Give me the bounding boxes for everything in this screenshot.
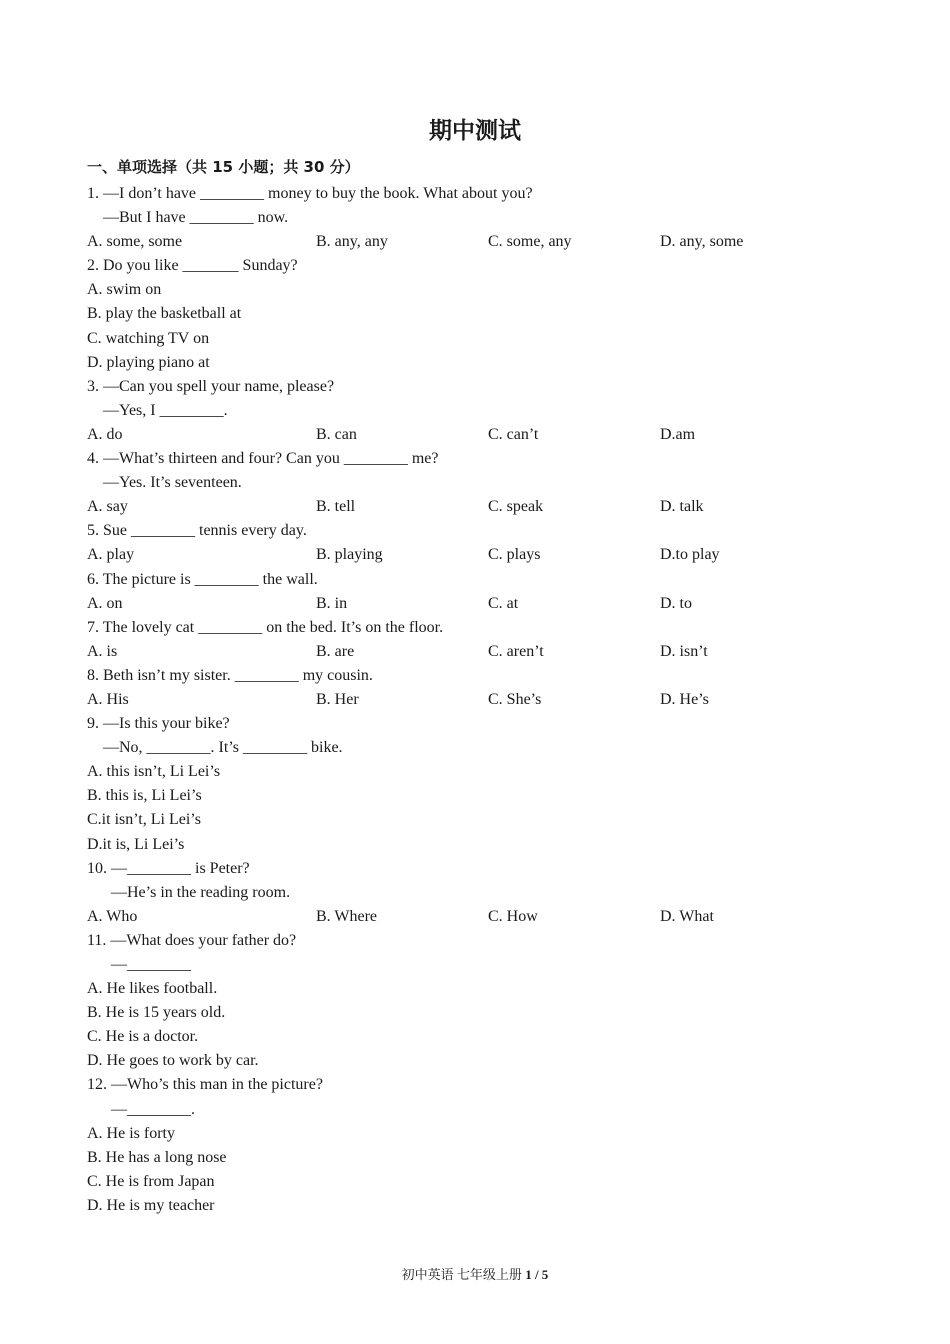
option-c: C. plays <box>488 546 541 564</box>
question-line: —Yes, I ________. <box>103 401 228 419</box>
page-footer <box>0 1266 950 1284</box>
question-stem: 7. The lovely cat ________ on the bed. It’s on the floor. <box>87 618 444 636</box>
question-stem: 8. Beth isn’t my sister. ________ my cousin. <box>87 666 373 684</box>
option-d: D. What <box>660 907 714 925</box>
option-c: C. at <box>488 594 519 612</box>
option-c: C. How <box>488 907 538 925</box>
option-b: B. are <box>316 642 355 660</box>
options-row <box>87 230 867 254</box>
question-stem: 1. —I don’t have ________ money to buy the book. What about you? <box>87 185 533 202</box>
question-stem: 3. —Can you spell your name, please? <box>87 377 335 395</box>
question-line: —He’s in the reading room. <box>111 883 291 901</box>
options-row <box>87 640 867 664</box>
option-a: A. is <box>87 642 118 660</box>
option-b: B. playing <box>316 546 383 564</box>
options-row <box>87 688 867 712</box>
option-d: D. any, some <box>660 233 744 251</box>
option-c: C. He is a doctor. <box>87 1028 199 1046</box>
question-stem: 5. Sue ________ tennis every day. <box>87 522 307 540</box>
option-b: B. Where <box>316 907 378 925</box>
question-stem: 2. Do you like _______ Sunday? <box>87 257 298 275</box>
option-c: C. watching TV on <box>87 329 210 347</box>
option-a: A. He is forty <box>87 1124 175 1142</box>
options-row <box>87 423 867 447</box>
option-a: A. play <box>87 546 135 564</box>
option-b: B. He has a long nose <box>87 1148 227 1166</box>
option-d: D. He’s <box>660 690 709 708</box>
option-b: B. can <box>316 425 357 443</box>
option-b: B. in <box>316 594 348 612</box>
question-stem: 9. —Is this your bike? <box>87 715 230 733</box>
question-line: —Yes. It’s seventeen. <box>103 474 242 492</box>
option-a: A. His <box>87 690 129 708</box>
option-d: D. He goes to work by car. <box>87 1052 259 1070</box>
option-b: B. any, any <box>316 233 388 251</box>
option-b: B. play the basketball at <box>87 305 242 323</box>
option-c: C. can’t <box>488 425 539 443</box>
options-row <box>87 543 867 567</box>
options-row <box>87 592 867 616</box>
option-c: C.it isn’t, Li Lei’s <box>87 811 201 829</box>
option-d: D. isn’t <box>660 642 708 660</box>
question-stem: 12. —Who’s this man in the picture? <box>87 1076 323 1094</box>
option-a: A. do <box>87 425 123 443</box>
option-d: D.am <box>660 425 696 443</box>
option-c: C. She’s <box>488 690 542 708</box>
options-row <box>87 905 867 929</box>
question-stem: 10. —________ is Peter? <box>87 859 250 877</box>
question-line: —________ <box>111 956 191 973</box>
section-heading: 一、单项选择（共 15 小题；共 30 分） <box>87 158 360 176</box>
option-a: A. some, some <box>87 233 183 251</box>
question-line: —But I have ________ now. <box>103 209 289 227</box>
option-d: D.to play <box>660 546 720 564</box>
option-c: C. aren’t <box>488 642 544 660</box>
option-c: C. some, any <box>488 233 572 251</box>
option-b: B. Her <box>316 690 359 708</box>
option-a: A. this isn’t, Li Lei’s <box>87 763 221 781</box>
options-row <box>87 495 867 519</box>
option-b: B. this is, Li Lei’s <box>87 787 202 805</box>
option-a: A. swim on <box>87 281 162 299</box>
option-d: D. talk <box>660 498 704 516</box>
option-d: D. to <box>660 594 692 612</box>
page-number: 1 / 5 <box>525 1267 549 1282</box>
question-line: —________. <box>111 1100 195 1118</box>
question-stem: 6. The picture is ________ the wall. <box>87 570 318 588</box>
option-b: B. He is 15 years old. <box>87 1004 226 1022</box>
question-stem: 11. —What does your father do? <box>87 931 297 949</box>
option-d: D. playing piano at <box>87 353 210 371</box>
option-d: D.it is, Li Lei’s <box>87 835 185 853</box>
option-c: C. speak <box>488 498 544 516</box>
footer-text: 初中英语 七年级上册 <box>401 1267 526 1282</box>
question-stem: 4. —What’s thirteen and four? Can you ________ me? <box>87 450 439 468</box>
option-a: A. say <box>87 498 128 516</box>
page-title: 期中测试 <box>429 118 521 144</box>
question-list <box>87 182 867 1218</box>
option-a: A. He likes football. <box>87 980 218 998</box>
option-a: A. on <box>87 594 123 612</box>
option-c: C. He is from Japan <box>87 1172 215 1190</box>
option-b: B. tell <box>316 498 356 516</box>
option-d: D. He is my teacher <box>87 1196 215 1214</box>
question-line: —No, ________. It’s ________ bike. <box>103 739 343 757</box>
option-a: A. Who <box>87 907 138 925</box>
